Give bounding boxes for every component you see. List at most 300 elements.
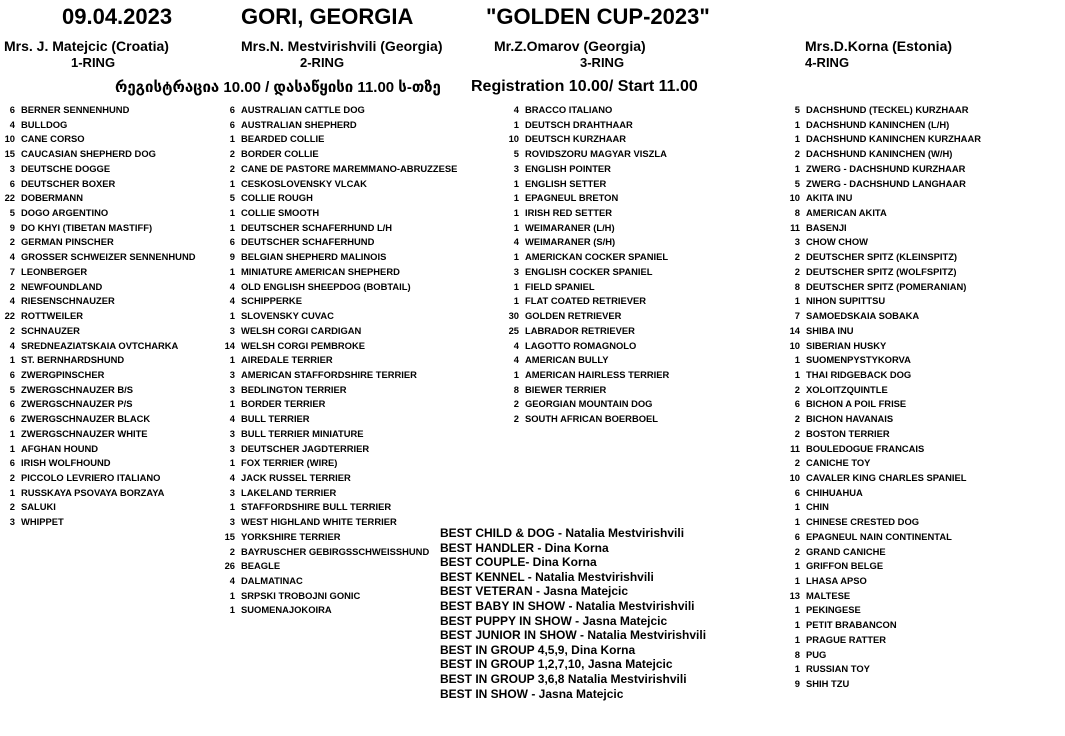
breed-name: LAGOTTO ROMAGNOLO [525, 339, 637, 351]
breed-row [776, 221, 981, 236]
breed-name: IRISH RED SETTER [525, 207, 612, 219]
breed-row [200, 383, 457, 398]
breed-name: DEUTSCHER SPITZ (WOLFSPITZ) [806, 265, 957, 277]
breed-name: WHIPPET [21, 516, 64, 528]
award-line: BEST HANDLER - Dina Korna [440, 540, 609, 555]
breed-count: 1 [229, 133, 235, 145]
breed-count: 2 [794, 383, 800, 395]
breed-name: ENGLISH POINTER [525, 162, 611, 174]
breed-count: 1 [513, 118, 519, 130]
breed-count: 2 [9, 471, 15, 483]
breed-count: 3 [9, 516, 15, 528]
breed-count: 8 [794, 280, 800, 292]
breed-row [776, 206, 981, 221]
breed-count: 1 [513, 177, 519, 189]
breed-count: 4 [229, 280, 235, 292]
breed-name: THAI RIDGEBACK DOG [806, 368, 912, 380]
breed-row [776, 500, 981, 515]
breed-name: SRPSKI TROBOJNI GONIC [241, 589, 361, 601]
breed-name: GERMAN PINSCHER [21, 236, 114, 248]
breed-count: 6 [9, 368, 15, 380]
breed-row [0, 265, 196, 280]
breed-count: 2 [229, 545, 235, 557]
breed-name: SIBERIAN HUSKY [806, 339, 887, 351]
breed-name: DO KHYI (TIBETAN MASTIFF) [21, 221, 153, 233]
breed-row [776, 648, 981, 663]
breed-count: 3 [9, 162, 15, 174]
breed-count: 2 [794, 413, 800, 425]
breed-count: 9 [229, 251, 235, 263]
breed-row [0, 471, 196, 486]
breed-name: ZWERGSCHNAUZER WHITE [21, 427, 148, 439]
breed-row [200, 339, 457, 354]
breed-row [200, 103, 457, 118]
breed-name: JACK RUSSEL TERRIER [241, 471, 351, 483]
breed-name: BEAGLE [241, 560, 281, 572]
breed-count: 26 [224, 560, 235, 572]
breed-count: 14 [224, 339, 235, 351]
breed-row [498, 265, 669, 280]
breed-name: CAVALER KING CHARLES SPANIEL [806, 471, 967, 483]
breed-row [776, 191, 981, 206]
breed-name: BULL TERRIER [241, 413, 310, 425]
breed-name: BULLDOG [21, 118, 68, 130]
breed-count: 1 [229, 310, 235, 322]
breed-row [776, 662, 981, 677]
breed-row [0, 280, 196, 295]
breed-count: 5 [794, 104, 800, 115]
breed-row [498, 397, 669, 412]
breed-name: CANE DE PASTORE MAREMMANO-ABRUZZESE [241, 162, 458, 174]
breed-count: 1 [794, 516, 800, 528]
breed-row [776, 545, 981, 560]
breed-name: LEONBERGER [21, 265, 88, 277]
breed-row [200, 368, 457, 383]
breed-row [200, 132, 457, 147]
breed-name: DACHSHUND KANINCHEN (W/H) [806, 148, 953, 160]
judge-ring-1: Mrs. J. Matejcic (Croatia) [4, 38, 169, 54]
breed-name: AMERICAN HAIRLESS TERRIER [525, 368, 670, 380]
breed-name: AKITA INU [806, 192, 853, 204]
breed-row [498, 353, 669, 368]
breed-row [776, 618, 981, 633]
breed-count: 1 [513, 280, 519, 292]
breed-count: 2 [513, 413, 519, 425]
breed-name: SUOMENPYSTYKORVA [806, 354, 911, 366]
breed-name: ENGLISH SETTER [525, 177, 607, 189]
breed-name: XOLOITZQUINTLE [806, 383, 888, 395]
breed-row [0, 309, 196, 324]
breed-count: 5 [513, 148, 519, 160]
breed-name: WEST HIGHLAND WHITE TERRIER [241, 516, 397, 528]
breed-count: 1 [229, 221, 235, 233]
breed-count: 1 [229, 177, 235, 189]
breed-row [0, 221, 196, 236]
breed-count: 3 [513, 265, 519, 277]
breed-count: 14 [789, 324, 800, 336]
judge-ring-3: Mr.Z.Omarov (Georgia) [494, 38, 646, 54]
breed-row [200, 147, 457, 162]
breed-count: 25 [508, 324, 519, 336]
breed-name: CESKOSLOVENSKY VLCAK [241, 177, 367, 189]
breed-count: 1 [9, 427, 15, 439]
breed-count: 6 [229, 104, 235, 115]
breed-row [200, 545, 457, 560]
breed-row [0, 162, 196, 177]
breed-row [776, 486, 981, 501]
breed-count: 1 [794, 619, 800, 631]
registration-georgian: რეგისტრაცია 10.00 / დასაწყისი 11.00 ს-თზე [115, 79, 441, 96]
ring-2-label: 2-RING [300, 55, 345, 70]
breed-count: 7 [794, 310, 800, 322]
event-location: GORI, GEORGIA [241, 4, 414, 29]
breed-count: 4 [513, 236, 519, 248]
breed-row [776, 118, 981, 133]
breed-count: 4 [229, 413, 235, 425]
breed-row [776, 589, 981, 604]
breed-count: 3 [229, 486, 235, 498]
breed-name: BELGIAN SHEPHERD MALINOIS [241, 251, 387, 263]
breed-count: 1 [229, 589, 235, 601]
breed-row [200, 603, 457, 618]
breed-name: CAUCASIAN SHEPHERD DOG [21, 148, 156, 160]
breed-row [776, 368, 981, 383]
breed-row [0, 412, 196, 427]
breed-row [200, 442, 457, 457]
breed-count: 6 [229, 118, 235, 130]
breed-name: BEDLINGTON TERRIER [241, 383, 347, 395]
breed-count: 9 [794, 678, 800, 690]
breed-name: CANICHE TOY [806, 457, 871, 469]
breed-row [776, 235, 981, 250]
breed-row [498, 162, 669, 177]
breed-count: 2 [513, 398, 519, 410]
breed-row [200, 162, 457, 177]
breed-row [498, 147, 669, 162]
breed-count: 10 [789, 192, 800, 204]
breed-row [0, 486, 196, 501]
breed-name: NEWFOUNDLAND [21, 280, 103, 292]
breed-count: 3 [229, 442, 235, 454]
breed-name: FOX TERRIER (WIRE) [241, 457, 338, 469]
breed-row [776, 353, 981, 368]
breed-row [498, 383, 669, 398]
breed-row [776, 383, 981, 398]
breed-row [498, 191, 669, 206]
breed-count: 11 [790, 442, 800, 454]
breed-name: AFGHAN HOUND [21, 442, 99, 454]
breed-name: WEIMARANER (L/H) [525, 221, 615, 233]
breed-row [776, 412, 981, 427]
breed-name: BOSTON TERRIER [806, 427, 890, 439]
breed-name: DEUTSCHER JAGDTERRIER [241, 442, 370, 454]
breed-count: 6 [9, 413, 15, 425]
breed-count: 5 [9, 383, 15, 395]
breed-name: DEUTSCHER SCHAFERHUND [241, 236, 375, 248]
breed-row [0, 177, 196, 192]
breed-row [0, 132, 196, 147]
breed-name: SAMOEDSKAIA SOBAKA [806, 310, 920, 322]
breed-name: ENGLISH COCKER SPANIEL [525, 265, 653, 277]
award-line: BEST CHILD & DOG - Natalia Mestvirishvili [440, 526, 685, 540]
breed-name: SCHIPPERKE [241, 295, 302, 307]
breed-row [200, 324, 457, 339]
breed-row [0, 353, 196, 368]
breed-count: 1 [229, 604, 235, 616]
award-line: BEST VETERAN - Jasna Matejcic [440, 584, 629, 599]
breed-row [0, 324, 196, 339]
breed-row [776, 147, 981, 162]
breed-name: EPAGNEUL BRETON [525, 192, 619, 204]
registration-english: Registration 10.00/ Start 11.00 [471, 78, 698, 95]
breed-name: DEUTSCHE DOGGE [21, 162, 111, 174]
breed-row [200, 574, 457, 589]
breed-row [776, 530, 981, 545]
breed-row [498, 132, 669, 147]
award-line: BEST IN GROUP 3,6,8 Natalia Mestvirishvili [440, 671, 687, 686]
breed-name: YORKSHIRE TERRIER [241, 530, 341, 542]
event-date: 09.04.2023 [62, 4, 173, 29]
breed-count: 5 [9, 207, 15, 219]
breed-count: 15 [4, 148, 15, 160]
breed-name: WELSH CORGI CARDIGAN [241, 324, 362, 336]
breed-count: 4 [229, 295, 235, 307]
breed-count: 13 [789, 589, 800, 601]
breed-count: 2 [9, 324, 15, 336]
breed-row [776, 250, 981, 265]
breed-count: 1 [794, 663, 800, 675]
breed-row [200, 530, 457, 545]
award-line: BEST KENNEL - Natalia Mestvirishvili [440, 569, 654, 584]
breed-count: 2 [229, 148, 235, 160]
breed-count: 2 [794, 251, 800, 263]
breed-name: GROSSER SCHWEIZER SENNENHUND [21, 251, 196, 263]
breed-row [0, 397, 196, 412]
award-line: BEST BABY IN SHOW - Natalia Mestvirishvili [440, 598, 695, 613]
breed-row [0, 515, 196, 530]
breed-count: 6 [9, 457, 15, 469]
breed-count: 1 [794, 354, 800, 366]
ring-4-breed-list [776, 103, 981, 692]
breed-row [200, 206, 457, 221]
breed-name: BEARDED COLLIE [241, 133, 325, 145]
breed-count: 1 [229, 501, 235, 513]
breed-count: 1 [9, 486, 15, 498]
breed-count: 3 [229, 516, 235, 528]
breed-row [498, 103, 669, 118]
breed-name: DOBERMANN [21, 192, 83, 204]
breed-row [0, 294, 196, 309]
event-title: "GOLDEN CUP-2023" [486, 4, 710, 29]
breed-count: 7 [9, 265, 15, 277]
breed-count: 8 [794, 648, 800, 660]
ring-3-breed-list [498, 103, 669, 427]
breed-name: DACHSHUND KANINCHEN KURZHAAR [806, 133, 981, 145]
breed-name: BICHON HAVANAIS [806, 413, 894, 425]
breed-row [776, 324, 981, 339]
breed-name: GRIFFON BELGE [806, 560, 884, 572]
breed-row [776, 309, 981, 324]
breed-count: 2 [794, 265, 800, 277]
breed-row [0, 456, 196, 471]
breed-name: FIELD SPANIEL [525, 280, 595, 292]
breed-row [0, 191, 196, 206]
breed-name: BAYRUSCHER GEBIRGSSCHWEISSHUND [241, 545, 430, 557]
breed-row [200, 191, 457, 206]
breed-name: DEUTSCH KURZHAAR [525, 133, 627, 145]
breed-row [776, 339, 981, 354]
breed-count: 1 [229, 265, 235, 277]
breed-name: CANE CORSO [21, 133, 85, 145]
breed-name: SCHNAUZER [21, 324, 80, 336]
breed-name: DEUTSCH DRAHTHAAR [525, 118, 633, 130]
award-line: BEST IN GROUP 4,5,9, Dina Korna [440, 642, 636, 657]
breed-count: 10 [789, 339, 800, 351]
award-line: BEST PUPPY IN SHOW - Jasna Matejcic [440, 613, 668, 628]
breed-row [498, 118, 669, 133]
breed-name: RUSSKAYA PSOVAYA BORZAYA [21, 486, 165, 498]
breed-row [776, 559, 981, 574]
breed-name: ZWERGPINSCHER [21, 368, 105, 380]
breed-count: 11 [790, 221, 800, 233]
breed-name: WELSH CORGI PEMBROKE [241, 339, 365, 351]
breed-name: BIEWER TERRIER [525, 383, 607, 395]
breed-row [0, 383, 196, 398]
breed-row [200, 177, 457, 192]
breed-name: ZWERG - DACHSHUND LANGHAAR [806, 177, 966, 189]
breed-name: DEUTSCHER SCHAFERHUND L/H [241, 221, 393, 233]
breed-row [0, 118, 196, 133]
breed-name: SHIBA INU [806, 324, 854, 336]
breed-row [200, 589, 457, 604]
breed-name: PICCOLO LEVRIERO ITALIANO [21, 471, 161, 483]
breed-row [0, 147, 196, 162]
breed-name: AUSTRALIAN CATTLE DOG [241, 104, 365, 115]
ring-4-label: 4-RING [805, 55, 850, 70]
breed-name: DEUTSCHER SPITZ (POMERANIAN) [806, 280, 967, 292]
breed-name: SUOMENAJOKOIRA [241, 604, 332, 616]
breed-name: COLLIE SMOOTH [241, 207, 320, 219]
breed-count: 1 [794, 575, 800, 586]
breed-name: SREDNEAZIATSKAIA OVTCHARKA [21, 339, 179, 351]
breed-count: 1 [513, 192, 519, 204]
breed-row [0, 339, 196, 354]
breed-row [776, 132, 981, 147]
breed-count: 1 [794, 118, 800, 130]
breed-count: 2 [9, 501, 15, 513]
breed-row [200, 412, 457, 427]
breed-name: BORDER COLLIE [241, 148, 319, 160]
breed-name: LHASA APSO [806, 575, 867, 586]
breed-row [200, 265, 457, 280]
breed-name: DACHSHUND KANINCHEN (L/H) [806, 118, 950, 130]
breed-count: 1 [9, 354, 15, 366]
breed-count: 2 [794, 457, 800, 469]
breed-row [0, 368, 196, 383]
breed-name: LABRADOR RETRIEVER [525, 324, 635, 336]
breed-name: GOLDEN RETRIEVER [525, 310, 622, 322]
breed-count: 4 [513, 339, 519, 351]
breed-count: 1 [794, 295, 800, 307]
breed-name: AMERICAN AKITA [806, 207, 887, 219]
breed-row [200, 500, 457, 515]
breed-name: SLOVENSKY CUVAC [241, 310, 334, 322]
breed-count: 4 [229, 575, 235, 586]
breed-count: 6 [794, 486, 800, 498]
breed-count: 1 [513, 221, 519, 233]
breed-row [776, 177, 981, 192]
breed-count: 2 [229, 162, 235, 174]
breed-row [498, 250, 669, 265]
breed-row [776, 265, 981, 280]
breed-count: 1 [794, 604, 800, 616]
judge-ring-2: Mrs.N. Mestvirishvili (Georgia) [241, 38, 443, 54]
breed-name: GRAND CANICHE [806, 545, 886, 557]
breed-row [0, 250, 196, 265]
breed-count: 6 [794, 530, 800, 542]
breed-row [776, 162, 981, 177]
breed-count: 6 [9, 398, 15, 410]
breed-count: 2 [794, 545, 800, 557]
breed-name: ROTTWEILER [21, 310, 83, 322]
breed-row [200, 235, 457, 250]
breed-count: 6 [229, 236, 235, 248]
breed-name: ZWERGSCHNAUZER BLACK [21, 413, 151, 425]
award-line: BEST IN GROUP 1,2,7,10, Jasna Matejcic [440, 657, 673, 672]
breed-row [0, 427, 196, 442]
breed-count: 8 [513, 383, 519, 395]
breed-count: 1 [9, 442, 15, 454]
breed-row [0, 103, 196, 118]
breed-row [776, 280, 981, 295]
breed-count: 3 [513, 162, 519, 174]
breed-name: BULL TERRIER MINIATURE [241, 427, 364, 439]
breed-name: RUSSIAN TOY [806, 663, 870, 675]
breed-name: DEUTSCHER BOXER [21, 177, 116, 189]
breed-name: WEIMARANER (S/H) [525, 236, 616, 248]
breed-row [0, 500, 196, 515]
breed-name: MALTESE [806, 589, 851, 601]
breed-name: OLD ENGLISH SHEEPDOG (BOBTAIL) [241, 280, 411, 292]
breed-name: PRAGUE RATTER [806, 633, 887, 645]
breed-row [498, 324, 669, 339]
breed-count: 6 [9, 104, 15, 115]
breed-count: 4 [9, 251, 15, 263]
breed-name: DOGO ARGENTINO [21, 207, 109, 219]
breed-row [498, 412, 669, 427]
breed-name: MINIATURE AMERICAN SHEPHERD [241, 265, 400, 277]
breed-count: 1 [513, 207, 519, 219]
breed-row [776, 574, 981, 589]
award-line: BEST JUNIOR IN SHOW - Natalia Mestvirishvili [440, 628, 707, 643]
breed-count: 10 [508, 133, 519, 145]
breed-count: 30 [508, 310, 519, 322]
breed-name: COLLIE ROUGH [241, 192, 313, 204]
breed-row [200, 427, 457, 442]
breed-count: 10 [789, 471, 800, 483]
breed-name: PETIT BRABANCON [806, 619, 897, 631]
breed-row [0, 206, 196, 221]
breed-count: 4 [513, 104, 519, 115]
breed-count: 22 [4, 192, 15, 204]
breed-count: 1 [513, 295, 519, 307]
breed-count: 9 [9, 221, 15, 233]
ring-1-breed-list [0, 103, 196, 530]
breed-name: DALMATINAC [241, 575, 303, 586]
breed-row [498, 309, 669, 324]
breed-count: 6 [9, 177, 15, 189]
breed-count: 4 [9, 118, 15, 130]
